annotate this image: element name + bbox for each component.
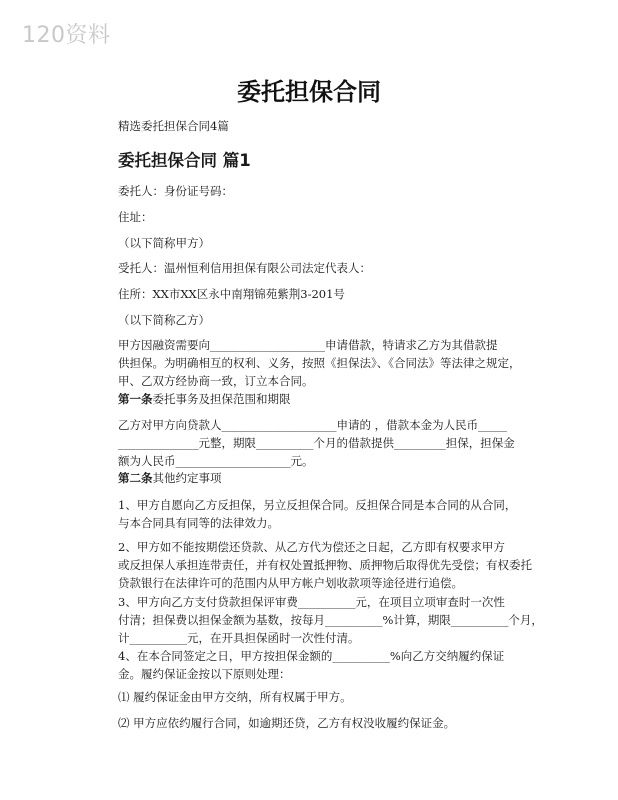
article-2-heading: [118, 469, 510, 487]
document-title: 委托担保合同: [237, 78, 381, 106]
watermark: 120资料: [22, 23, 111, 48]
client-line: 委托人：身份证号码：: [118, 184, 233, 198]
clause-3-line: 计__________元，在开具担保函时一次性付清。: [118, 631, 360, 645]
document-subtitle: 精选委托担保合同4篇: [118, 119, 229, 133]
clause-2-line: 贷款银行在法律许可的范围内从甲方帐户划收款项等途径进行追偿。: [118, 576, 463, 590]
section-title: 委托担保合同 篇1: [118, 151, 251, 170]
clause-4-line: 金。履约保证金按以下原则处理：: [118, 667, 291, 681]
clause-1: [118, 496, 517, 532]
clause-4-line: 4、在本合同签定之日，甲方按担保金额的__________%向乙方交纳履约保证: [118, 649, 505, 663]
article-1-heading: [118, 390, 510, 408]
article-heading-text: 委托事务及担保范围和期限: [152, 392, 291, 406]
intro-paragraph: [118, 336, 521, 390]
clause-4: [118, 647, 510, 683]
article-label: 第二条: [118, 471, 153, 485]
clause-4-item-2: ⑵ 甲方应依约履行合同，如逾期还贷，乙方有权没收履约保证金。: [118, 716, 456, 730]
article-1-line: 额为人民币____________________元。: [118, 454, 314, 468]
trustee-line: 受托人：温州恒利信用担保有限公司法定代表人：: [118, 261, 371, 275]
intro-line: 供担保。为明确相互的权利、义务，按照《担保法》、《合同法》等法律之规定，: [118, 356, 521, 370]
party-a-alias: （以下简称甲方）: [118, 236, 210, 250]
clause-3-line: 付清；担保费以担保金额为基数，按每月__________%计算，期限__________个月，: [118, 613, 543, 627]
clause-2-line: 2、甲方如不能按期偿还贷款、从乙方代为偿还之日起，乙方即有权要求甲方: [118, 540, 505, 554]
intro-line: 甲、乙双方经协商一致，订立本合同。: [118, 374, 314, 388]
residence-line: 住所：XX市XX区永中南翔锦苑紫荆3-201号: [118, 287, 345, 301]
address-line: 住址：: [118, 210, 153, 224]
article-1-line: 乙方对甲方向贷款人____________________申请的 ，借款本金为人民币_____: [118, 418, 507, 432]
party-b-alias: （以下简称乙方）: [118, 313, 210, 327]
article-1-line: ______________元整，期限__________个月的借款提供_________担保，担保金: [118, 436, 515, 450]
clause-1-line: 1、甲方自愿向乙方反担保，另立反担保合同。反担保合同是本合同的从合同，: [118, 498, 517, 512]
clause-2: [118, 538, 532, 592]
intro-line: 甲方因融资需要向____________________申请借款，特请求乙方为其借款提: [118, 338, 498, 352]
clause-3: [118, 593, 543, 647]
clause-1-line: 与本合同具有同等的法律效力。: [118, 516, 279, 530]
clause-2-line: 或反担保人承担连带责任，并有权处置抵押物、质押物后取得优先受偿；有权委托: [118, 558, 532, 572]
article-heading-text: 其他约定事项: [152, 471, 222, 485]
clause-3-line: 3、甲方向乙方支付贷款担保评审费__________元，在项目立项审查时一次性: [118, 595, 505, 609]
article-label: 第一条: [118, 392, 153, 406]
article-1-paragraph: [118, 416, 515, 470]
clause-4-item-1: ⑴ 履约保证金由甲方交纳，所有权属于甲方。: [118, 690, 352, 704]
